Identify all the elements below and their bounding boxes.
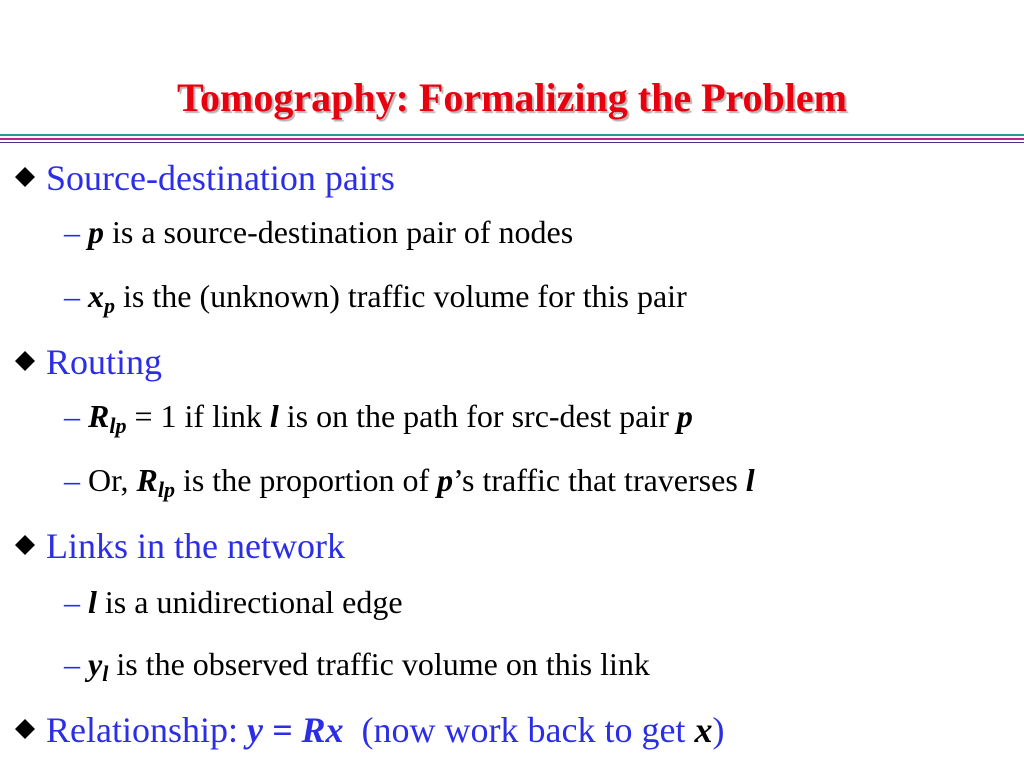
heading-text: Links in the network: [46, 526, 345, 566]
dash-bullet: –: [64, 278, 80, 314]
diamond-bullet-icon: [14, 350, 36, 372]
title-rule-purple: [0, 142, 1024, 143]
sub-bullet-l: – l is a unidirectional edge: [64, 584, 403, 620]
heading-text: Routing: [46, 342, 163, 382]
title-rule-magenta: [0, 138, 1024, 140]
bullet-source-destination-pairs: [14, 158, 395, 198]
sub-bullet-yl: – $y_l$ is the observed traffic volume on this link: [64, 646, 650, 686]
diamond-bullet-icon: [14, 718, 36, 740]
equation: y = Rx: [247, 710, 344, 750]
bullet-routing: [14, 342, 162, 382]
bullet-links-in-network: [14, 526, 345, 566]
sub-bullet-xp: – $x_p$ is the (unknown) traffic volume for this pair: [64, 278, 687, 318]
dash-bullet: –: [64, 398, 80, 434]
sub-bullet-p: – p is a source-destination pair of nodes: [64, 214, 574, 250]
sub-bullet-rlp-proportion: – Or, $R_{lp}$ is the proportion of p’s traffic that traverses l: [64, 462, 755, 502]
dash-bullet: –: [64, 462, 80, 498]
heading-text: Source-destination pairs: [46, 158, 395, 198]
heading-text: Relationship:: [46, 710, 247, 750]
sub-bullet-rlp-def: – $R_{lp} = 1$ if link l is on the path for src-dest pair p: [64, 398, 693, 438]
dash-bullet: –: [64, 646, 80, 682]
diamond-bullet-icon: [14, 534, 36, 556]
bullet-relationship: Relationship: y = Rx (now work back to get x): [14, 710, 724, 750]
slide-title: Tomography: Formalizing the Problem: [177, 75, 847, 120]
dash-bullet: –: [64, 584, 80, 620]
dash-bullet: –: [64, 214, 80, 250]
diamond-bullet-icon: [14, 166, 36, 188]
title-rule-teal: [0, 134, 1024, 136]
